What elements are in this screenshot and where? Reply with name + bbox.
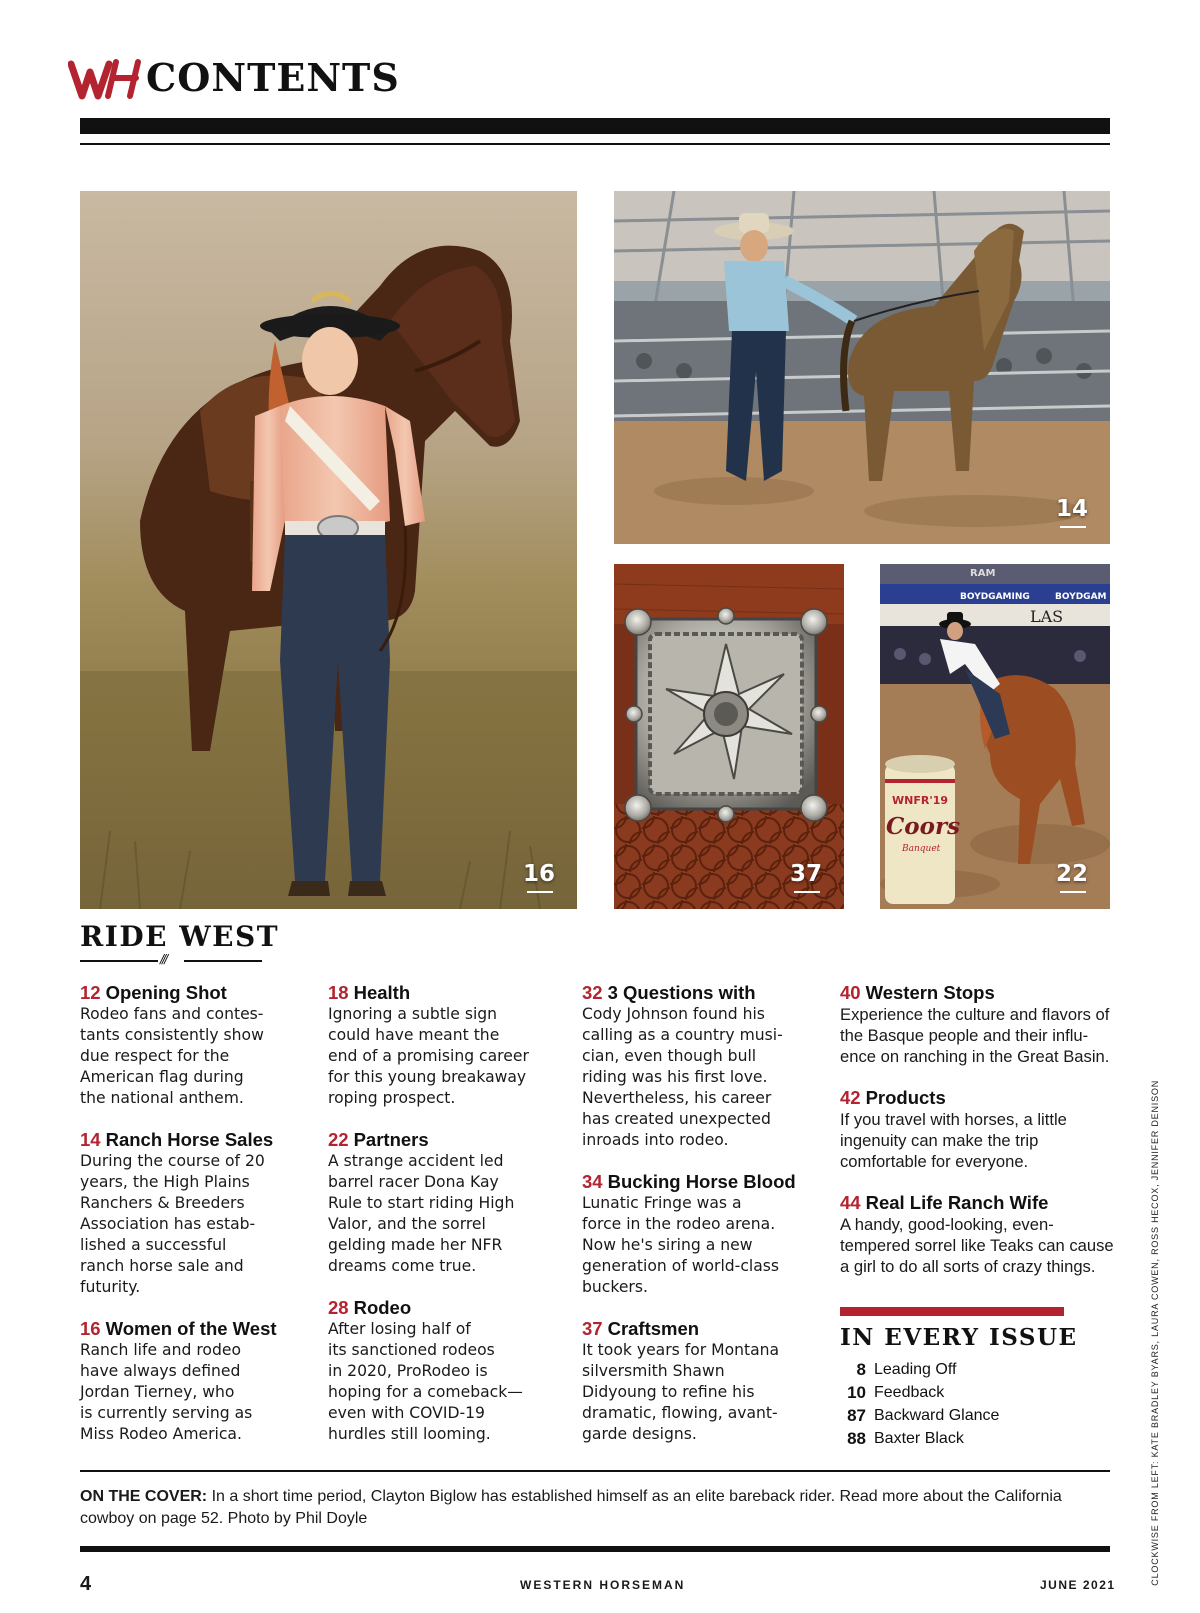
wnfr-barrel-text: WNFR'19 xyxy=(892,794,948,807)
toc-entry-description xyxy=(328,1151,568,1277)
description-line: ranch horse sale and xyxy=(80,1257,244,1275)
header-rule-thin xyxy=(80,143,1110,145)
description-line: garde designs. xyxy=(582,1425,697,1443)
description-line: Didyoung to refine his xyxy=(582,1383,755,1401)
photo-rodeo-queen[interactable] xyxy=(80,191,577,909)
toc-page-number: 44 xyxy=(840,1192,861,1213)
toc-entry-heading xyxy=(328,1297,568,1319)
description-line: Ignoring a subtle sign xyxy=(328,1005,498,1023)
description-line: comfortable for everyone. xyxy=(840,1152,1029,1171)
toc-entry-heading xyxy=(582,1318,822,1340)
toc-entry-title: Women of the West xyxy=(105,1318,277,1339)
description-line: calling as a country musi- xyxy=(582,1026,783,1044)
in-every-issue-item[interactable] xyxy=(840,1427,999,1450)
toc-entry[interactable] xyxy=(80,982,310,1109)
description-line: It took years for Montana xyxy=(582,1341,780,1359)
toc-entry-description xyxy=(582,1004,822,1151)
issue-item-page: 87 xyxy=(847,1406,866,1425)
toc-entry-title: Partners xyxy=(353,1129,429,1150)
toc-column-1 xyxy=(80,982,310,1465)
footer-rule-thin xyxy=(80,1470,1110,1472)
in-every-issue-accent-bar xyxy=(840,1307,1064,1316)
boyd-banner-2: BOYDGAM xyxy=(1055,592,1107,602)
description-line: Miss Rodeo America. xyxy=(80,1425,242,1443)
issue-date: JUNE 2021 xyxy=(1040,1578,1116,1592)
description-line: buckers. xyxy=(582,1278,648,1296)
description-line: end of a promising career xyxy=(328,1047,529,1065)
description-line: force in the rodeo arena. xyxy=(582,1215,776,1233)
toc-entry[interactable] xyxy=(328,1129,568,1277)
description-line: have always defined xyxy=(80,1362,241,1380)
section-divider-glyph: /// xyxy=(160,952,167,966)
description-line: generation of world-class xyxy=(582,1257,780,1275)
toc-page-number: 18 xyxy=(328,982,349,1003)
toc-entry-title: Bucking Horse Blood xyxy=(607,1171,796,1192)
toc-entry-description xyxy=(80,1340,310,1445)
toc-entry-title: Ranch Horse Sales xyxy=(105,1129,274,1150)
toc-entry-title: 3 Questions with xyxy=(607,982,756,1003)
boyd-banner-1: BOYDGAMING xyxy=(960,592,1030,602)
toc-entry[interactable] xyxy=(328,982,568,1109)
description-line: If you travel with horses, a little xyxy=(840,1110,1067,1129)
toc-entry[interactable] xyxy=(328,1297,568,1445)
photo-credits: CLOCKWISE FROM LEFT: KATE BRADLEY BYARS, LAURA COWEN, ROSS HECOX, JENNIFER DENISON xyxy=(1150,1080,1160,1586)
description-line: Experience the culture and flavors of xyxy=(840,1005,1110,1024)
description-line: due respect for the xyxy=(80,1047,230,1065)
toc-entry[interactable] xyxy=(840,1192,1120,1277)
section-divider-right xyxy=(184,960,262,962)
description-line: American flag during xyxy=(80,1068,244,1086)
toc-entry[interactable] xyxy=(582,1318,822,1445)
description-line: cian, even though bull xyxy=(582,1047,757,1065)
description-line: Rodeo fans and contes- xyxy=(80,1005,264,1023)
toc-page-number: 40 xyxy=(840,982,861,1003)
las-banner: LAS xyxy=(1030,607,1064,626)
toc-column-4 xyxy=(840,982,1120,1297)
description-line: gelding made her NFR xyxy=(328,1236,503,1254)
description-line: its sanctioned rodeos xyxy=(328,1341,495,1359)
issue-item-page: 88 xyxy=(847,1429,866,1448)
issue-item-label: Feedback xyxy=(874,1384,945,1401)
issue-item-label: Backward Glance xyxy=(874,1407,1000,1424)
description-line: tempered sorrel like Teaks can cause xyxy=(840,1236,1114,1255)
issue-item-page: 10 xyxy=(847,1383,866,1402)
description-line: for this young breakaway xyxy=(328,1068,527,1086)
description-line: roping prospect. xyxy=(328,1089,456,1107)
description-line: Rule to start riding High xyxy=(328,1194,515,1212)
toc-entry-title: Products xyxy=(865,1087,946,1108)
page-title: CONTENTS xyxy=(146,55,400,100)
description-line: A strange accident led xyxy=(328,1152,504,1170)
toc-entry-heading xyxy=(328,1129,568,1151)
toc-column-3 xyxy=(582,982,822,1465)
in-every-issue-item[interactable] xyxy=(840,1404,999,1427)
toc-page-number: 14 xyxy=(80,1129,101,1150)
description-line: hurdles still looming. xyxy=(328,1425,491,1443)
toc-entry-description xyxy=(582,1340,822,1445)
toc-page-number: 37 xyxy=(582,1318,603,1339)
description-line: has created unexpected xyxy=(582,1110,771,1128)
toc-entry-title: Rodeo xyxy=(353,1297,412,1318)
toc-entry-description xyxy=(840,1004,1120,1067)
description-line: Nevertheless, his career xyxy=(582,1089,772,1107)
toc-entry-heading xyxy=(80,982,310,1004)
description-line: Cody Johnson found his xyxy=(582,1005,765,1023)
toc-entry-description xyxy=(80,1004,310,1109)
description-line: silversmith Shawn xyxy=(582,1362,725,1380)
header-rule-thick xyxy=(80,118,1110,134)
in-every-issue-item[interactable] xyxy=(840,1358,999,1381)
toc-entry-heading xyxy=(80,1318,310,1340)
banquet-barrel-text: Banquet xyxy=(902,844,941,854)
toc-entry-description xyxy=(328,1319,568,1445)
toc-entry[interactable] xyxy=(840,982,1120,1067)
description-line: After losing half of xyxy=(328,1320,471,1338)
description-line: riding was his first love. xyxy=(582,1068,768,1086)
description-line: hoping for a comeback— xyxy=(328,1383,523,1401)
toc-page-number: 12 xyxy=(80,982,101,1003)
description-line: the Basque people and their influ- xyxy=(840,1026,1089,1045)
description-line: lished a successful xyxy=(80,1236,227,1254)
photo-silver-concho[interactable] xyxy=(614,564,844,909)
toc-entry-title: Western Stops xyxy=(865,982,995,1003)
toc-page-number: 42 xyxy=(840,1087,861,1108)
cover-text: In a short time period, Clayton Biglow has established himself as an elite bareback rider. Read more about the California cowboy on page 52. Photo by Phil Doyle xyxy=(80,1488,1062,1527)
issue-item-page: 8 xyxy=(856,1360,866,1379)
description-line: inroads into rodeo. xyxy=(582,1131,729,1149)
description-line: Valor, and the sorrel xyxy=(328,1215,486,1233)
toc-entry-description xyxy=(80,1151,310,1298)
photo-page-number: 37 xyxy=(789,861,822,887)
description-line: Ranch life and rodeo xyxy=(80,1341,241,1359)
toc-entry[interactable] xyxy=(582,1171,822,1298)
photo-ranch-horse-sale[interactable] xyxy=(614,191,1110,544)
issue-item-label: Baxter Black xyxy=(874,1430,964,1447)
description-line: Ranchers & Breeders xyxy=(80,1194,245,1212)
photo-barrel-racer[interactable] xyxy=(880,564,1110,909)
cover-note xyxy=(80,1486,1110,1530)
toc-page-number: 22 xyxy=(328,1129,349,1150)
description-line: ingenuity can make the trip xyxy=(840,1131,1039,1150)
toc-entry-title: Craftsmen xyxy=(607,1318,700,1339)
toc-entry-heading xyxy=(840,1192,1120,1214)
toc-page-number: 34 xyxy=(582,1171,603,1192)
photo-number-underline xyxy=(1060,526,1086,528)
photo-page-number: 14 xyxy=(1055,496,1088,522)
description-line: even with COVID-19 xyxy=(328,1404,485,1422)
footer-rule-thick xyxy=(80,1546,1110,1552)
description-line: futurity. xyxy=(80,1278,141,1296)
description-line: Association has estab- xyxy=(80,1215,256,1233)
toc-entry-description xyxy=(840,1214,1120,1277)
photo-number-underline xyxy=(1060,891,1086,893)
description-line: the national anthem. xyxy=(80,1089,244,1107)
description-line: dreams come true. xyxy=(328,1257,477,1275)
photo-number-underline xyxy=(527,891,553,893)
in-every-issue-list xyxy=(840,1358,999,1450)
wh-logo xyxy=(68,58,144,100)
cover-label: ON THE COVER: xyxy=(80,1488,208,1505)
description-line: Now he's siring a new xyxy=(582,1236,753,1254)
toc-entry-heading xyxy=(328,982,568,1004)
photo-number-underline xyxy=(794,891,820,893)
toc-entry-heading xyxy=(840,1087,1120,1109)
toc-entry-description xyxy=(582,1193,822,1298)
issue-item-label: Leading Off xyxy=(874,1361,957,1378)
in-every-issue-title: IN EVERY ISSUE xyxy=(840,1324,1078,1351)
description-line: is currently serving as xyxy=(80,1404,253,1422)
description-line: Lunatic Fringe was a xyxy=(582,1194,742,1212)
toc-entry[interactable] xyxy=(80,1318,310,1445)
toc-page-number: 28 xyxy=(328,1297,349,1318)
description-line: barrel racer Dona Kay xyxy=(328,1173,499,1191)
description-line: in 2020, ProRodeo is xyxy=(328,1362,488,1380)
toc-entry-heading xyxy=(80,1129,310,1151)
toc-column-2 xyxy=(328,982,568,1465)
description-line: tants consistently show xyxy=(80,1026,264,1044)
description-line: a girl to do all sorts of crazy things. xyxy=(840,1257,1096,1276)
toc-entry-heading xyxy=(582,1171,822,1193)
page-number: 4 xyxy=(80,1573,92,1595)
description-line: years, the High Plains xyxy=(80,1173,250,1191)
photo-page-number: 16 xyxy=(522,861,555,887)
toc-entry-heading xyxy=(840,982,1120,1004)
description-line: Jordan Tierney, who xyxy=(80,1383,235,1401)
in-every-issue-item[interactable] xyxy=(840,1381,999,1404)
toc-entry[interactable] xyxy=(80,1129,310,1298)
toc-entry[interactable] xyxy=(582,982,822,1151)
toc-entry-title: Health xyxy=(353,982,411,1003)
section-divider-left xyxy=(80,960,158,962)
magazine-name: WESTERN HORSEMAN xyxy=(520,1578,686,1592)
photo-page-number: 22 xyxy=(1055,861,1088,887)
toc-page-number: 16 xyxy=(80,1318,101,1339)
toc-page-number: 32 xyxy=(582,982,603,1003)
toc-entry-title: Opening Shot xyxy=(105,982,227,1003)
description-line: ence on ranching in the Great Basin. xyxy=(840,1047,1110,1066)
toc-entry-description xyxy=(840,1109,1120,1172)
description-line: A handy, good-looking, even- xyxy=(840,1215,1054,1234)
section-title: RIDE WEST xyxy=(80,920,280,953)
toc-entry-heading xyxy=(582,982,822,1004)
description-line: could have meant the xyxy=(328,1026,500,1044)
toc-entry[interactable] xyxy=(840,1087,1120,1172)
description-line: During the course of 20 xyxy=(80,1152,265,1170)
toc-entry-title: Real Life Ranch Wife xyxy=(865,1192,1049,1213)
toc-entry-description xyxy=(328,1004,568,1109)
ram-banner: RAM xyxy=(970,568,996,579)
description-line: dramatic, flowing, avant- xyxy=(582,1404,778,1422)
coors-barrel-text: Coors xyxy=(886,813,961,840)
